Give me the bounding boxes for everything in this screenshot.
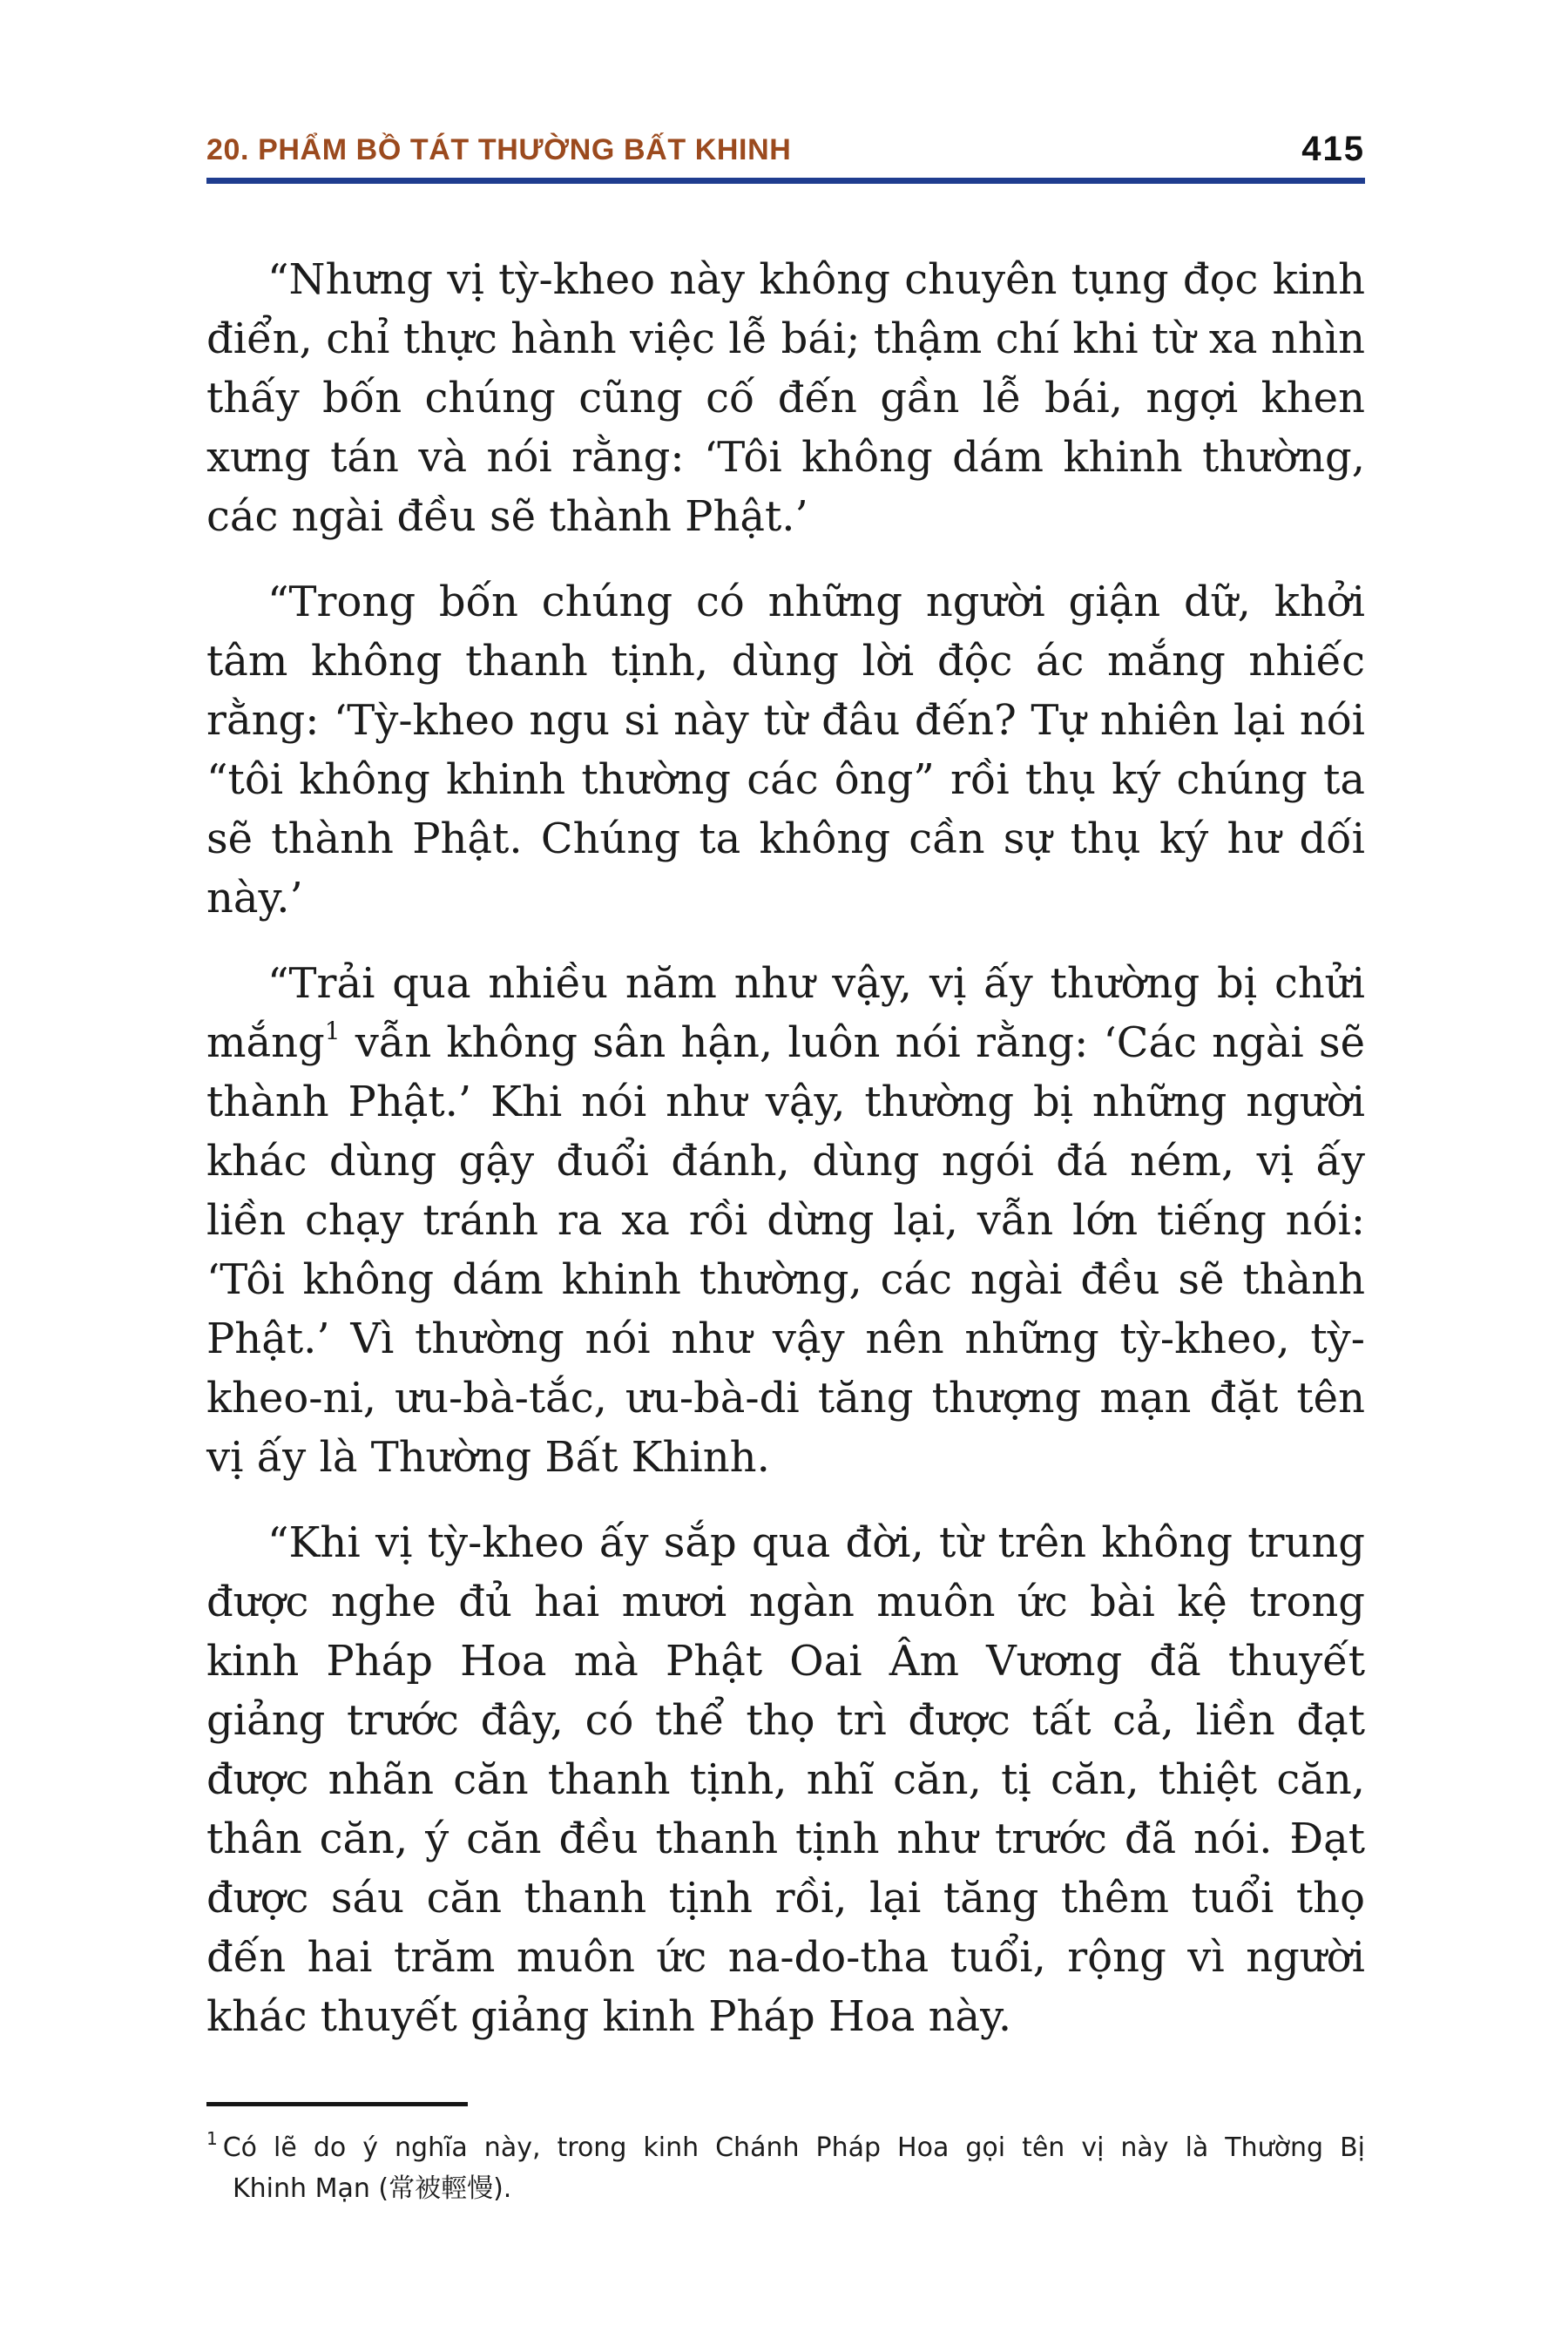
chapter-title: 20. PHẨM BỒ TÁT THƯỜNG BẤT KHINH xyxy=(206,133,792,166)
footnote-line-1 xyxy=(206,2127,1365,2168)
footnote-reference: 1 xyxy=(324,1017,341,1045)
paragraph-3 xyxy=(206,954,1365,1487)
footnote xyxy=(206,2127,1365,2209)
footnote-separator xyxy=(206,2102,468,2106)
footnote-line-1-text: Có lẽ do ý nghĩa này, trong kinh Chánh Pháp Hoa gọi tên vị này là Thường Bị xyxy=(222,2132,1365,2163)
footnote-marker: 1 xyxy=(206,2128,218,2149)
paragraph-1: “Nhưng vị tỳ-kheo này không chuyên tụng đọc kinh điển, chỉ thực hành việc lễ bái; thậm chí khi từ xa nhìn thấy bốn chúng cũng cố đến gần lễ bái, ngợi khen xưng tán và nói rằng: ‘Tôi không dám khinh thường, các ngài đều sẽ thành Phật.’ xyxy=(206,255,1365,541)
footnote-area xyxy=(206,2102,1365,2209)
paragraph-3-text-before-footnote: “Trải qua nhiều năm như vậy, vị ấy thường bị chửi mắng xyxy=(206,959,1365,1067)
header-rule xyxy=(206,178,1365,184)
paragraph-4: “Khi vị tỳ-kheo ấy sắp qua đời, từ trên không trung được nghe đủ hai mươi ngàn muôn ức bài kệ trong kinh Pháp Hoa mà Phật Oai Âm Vương đã thuyết giảng trước đây, có thể thọ trì được tất cả, liền đạt được nhãn căn thanh tịnh, nhĩ căn, tị căn, thiệt căn, thân căn, ý căn đều thanh tịnh như trước đã nói. Đạt được sáu căn thanh tịnh rồi, lại tăng thêm tuổi thọ đến hai trăm muôn ức na-do-tha tuổi, rộng vì người khác thuyết giảng kinh Pháp Hoa này. xyxy=(206,1518,1365,2041)
paragraph-3-text-after-footnote: vẫn không sân hận, luôn nói rằng: ‘Các ngài sẽ thành Phật.’ Khi nói như vậy, thường bị những người khác dùng gậy đuổi đánh, dùng ngói đá ném, vị ấy liền chạy tránh ra xa rồi dừng lại, vẫn lớn tiếng nói: ‘Tôi không dám khinh thường, các ngài đều sẽ thành Phật.’ Vì thường nói như vậy nên những tỳ-kheo, tỳ-kheo-ni, ưu-bà-tắc, ưu-bà-di tăng thượng mạn đặt tên vị ấy là Thường Bất Khinh. xyxy=(206,1018,1365,1482)
paragraph-2: “Trong bốn chúng có những người giận dữ, khởi tâm không thanh tịnh, dùng lời độc ác mắng nhiếc rằng: ‘Tỳ-kheo ngu si này từ đâu đến? Tự nhiên lại nói “tôi không khinh thường các ông” rồi thụ ký chúng ta sẽ thành Phật. Chúng ta không cần sự thụ ký hư dối này.’ xyxy=(206,578,1365,923)
running-header xyxy=(206,131,1365,167)
page-number: 415 xyxy=(1301,130,1365,168)
body-text xyxy=(206,250,1365,2046)
footnote-line-2: Khinh Mạn (常被輕慢). xyxy=(233,2173,512,2204)
